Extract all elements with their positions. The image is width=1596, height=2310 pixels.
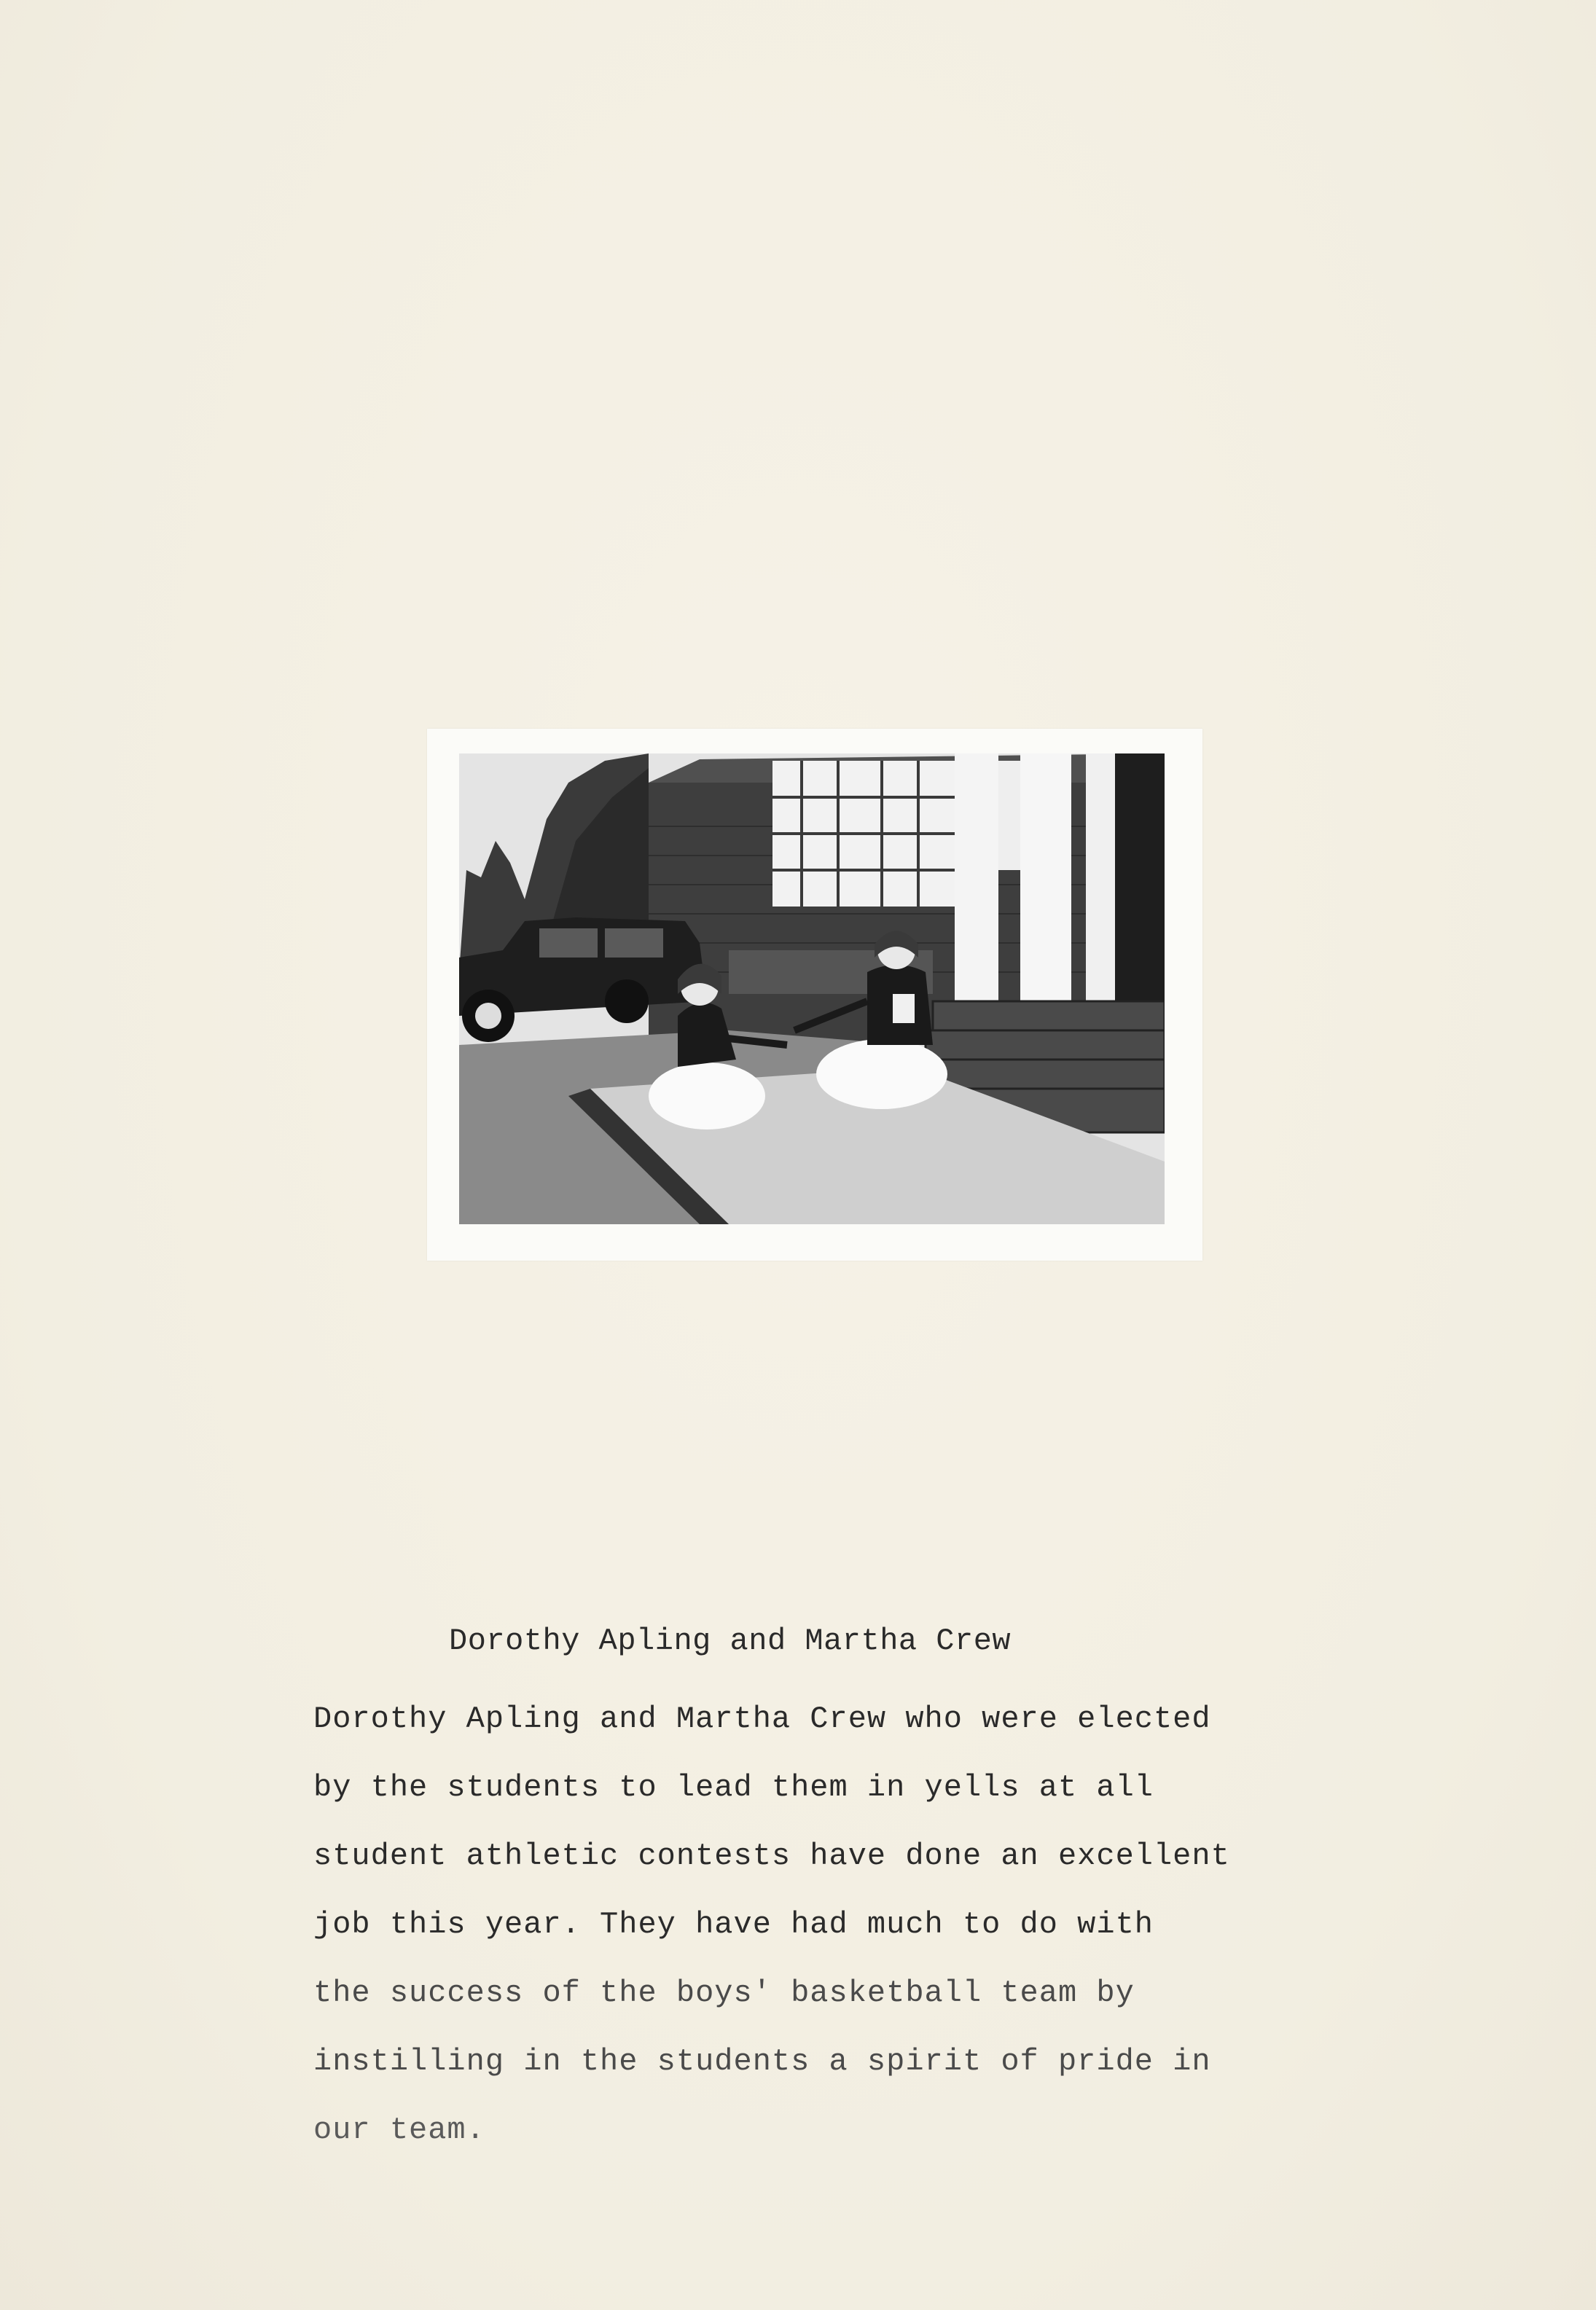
caption-line: our team. [313, 2113, 485, 2147]
caption-block [313, 1624, 1407, 2164]
caption-line: the success of the boys' basketball team by [313, 1976, 1135, 2011]
photo-mount [427, 729, 1202, 1261]
caption-line: by the students to lead them in yells at all [313, 1770, 1154, 1805]
cheerleaders-photo [459, 753, 1165, 1224]
caption-line: student athletic contests have done an excellent [313, 1839, 1230, 1874]
caption-line: instilling in the students a spirit of pride in [313, 2044, 1211, 2079]
photo-illustration [459, 753, 1165, 1224]
caption-line: job this year. They have had much to do with [313, 1907, 1154, 1942]
caption-line: Dorothy Apling and Martha Crew who were elected [313, 1702, 1211, 1737]
caption-title: Dorothy Apling and Martha Crew [449, 1624, 1012, 1659]
caption-body [313, 1685, 1407, 2164]
